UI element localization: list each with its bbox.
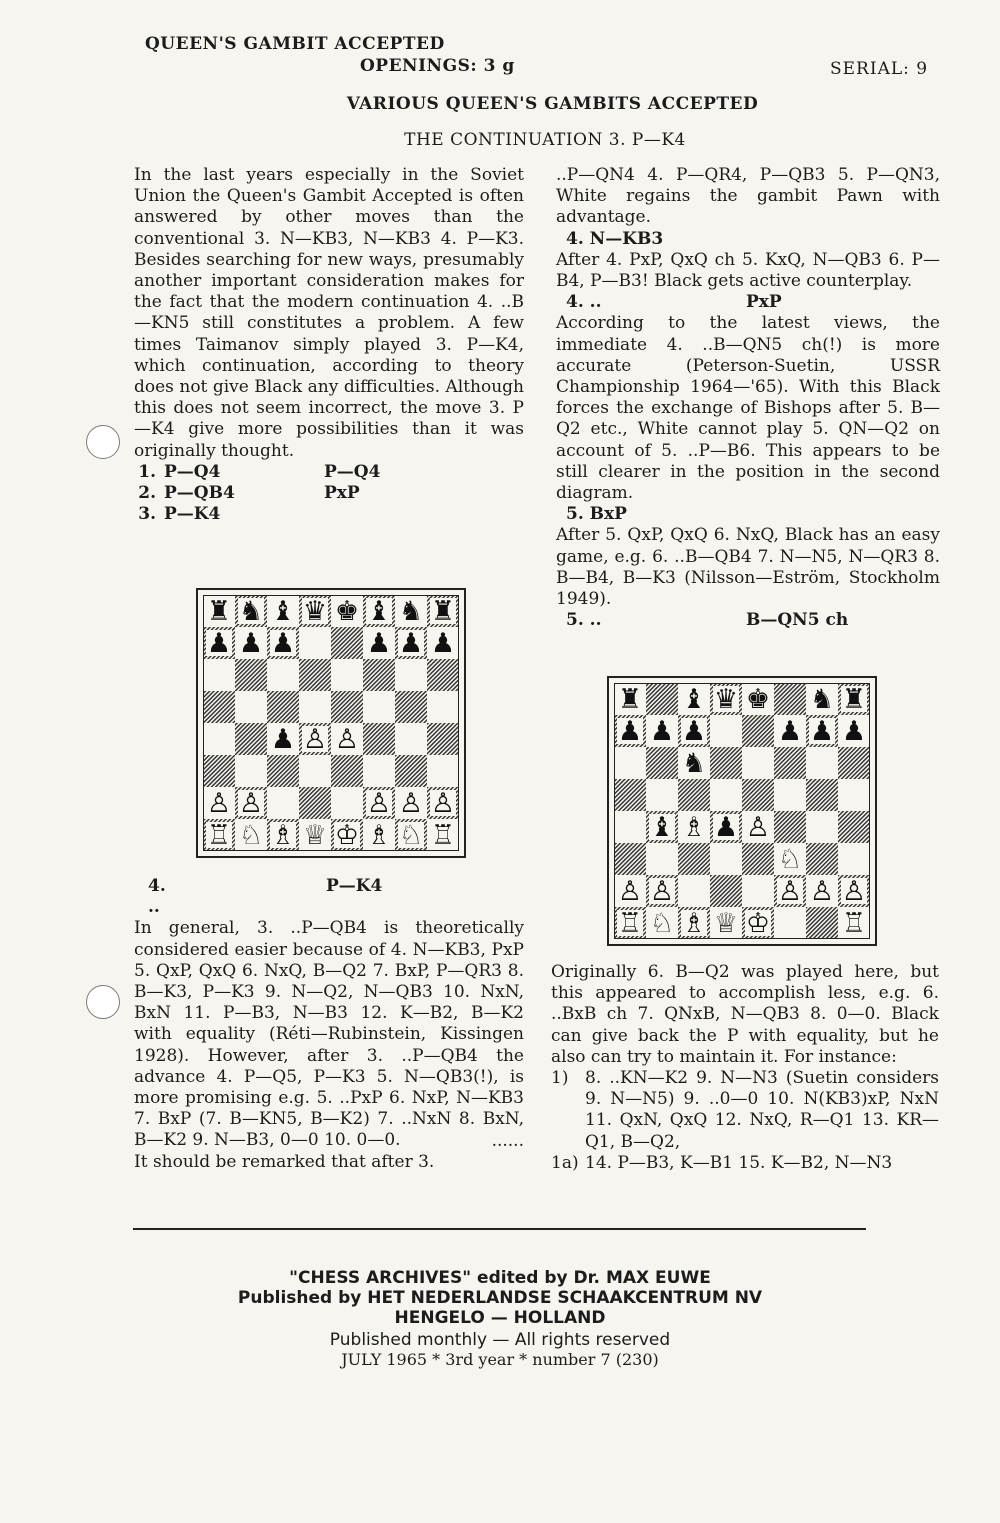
dark-square	[806, 907, 838, 939]
serial-number: SERIAL: 9	[830, 59, 929, 79]
white-queen-icon: ♕	[713, 908, 739, 939]
dark-square	[742, 779, 774, 811]
light-square	[331, 787, 363, 819]
white-rook-icon: ♖	[617, 908, 643, 939]
light-square	[838, 779, 870, 811]
move-row	[556, 292, 940, 313]
analysis-paragraph: In general, 3. ..P—QB4 is theoretically considered easier because of 4. N—KB3, PxP 5. QxP, QxQ 6. NxQ, B—Q2 7. BxP, P—QR3 8. B—K3, P—K3 9. N—Q2, N—QB3 10. NxN, BxN 11. P—B3, N—B3 12. K—B2, B—K2 with equality (Réti—Rubinstein, Kissingen 1928). However, after 3. ..P—QB4 the advance 4. P—Q5, P—K3 5. N—QB3(!), is more promising e.g. 5. ..PxP 6. NxP, N—KB3 7. BxP (7. B—KN5, B—K2) 7. ..NxN 8. BxN, B—K2 9. N—B3, 0—0 10. 0—0.	[134, 918, 524, 1151]
white-pawn-icon: ♙	[366, 788, 392, 819]
white-knight-icon: ♘	[649, 908, 675, 939]
opening-name: QUEEN'S GAMBIT ACCEPTED	[145, 34, 445, 54]
light-square	[235, 755, 267, 787]
black-bishop-icon: ♝	[366, 596, 392, 627]
black-pawn-icon: ♟	[809, 716, 835, 747]
openings-code: OPENINGS: 3 g	[360, 56, 515, 76]
black-pawn-icon: ♟	[681, 716, 707, 747]
chess-diagram-1	[196, 588, 466, 858]
move-number: 3.	[138, 504, 156, 525]
move-number: 4. ..	[566, 292, 602, 313]
white-pawn-icon: ♙	[398, 788, 424, 819]
light-square	[806, 747, 838, 779]
analysis-paragraph: It should be remarked that after 3.	[134, 1151, 435, 1172]
dark-square	[363, 659, 395, 691]
white-pawn-icon: ♙	[302, 724, 328, 755]
white-pawn-icon: ♙	[777, 876, 803, 907]
black-knight-icon: ♞	[809, 684, 835, 715]
footer-issue: JULY 1965 * 3rd year * number 7 (230)	[341, 1350, 659, 1369]
black-queen-icon: ♛	[302, 596, 328, 627]
dark-square	[774, 683, 806, 715]
analysis-paragraph: According to the latest views, the immediate 4. ..B—QN5 ch(!) is more accurate (Peterson-Suetin, USSR Championship 1964—'65). With this Black forces the exchange of Bishops after 5. B—Q2 etc., White cannot play 5. QN—Q2 on account of 5. ..P—B6. This appears to be still clearer in the position in the second diagram.	[556, 313, 940, 504]
light-square	[267, 787, 299, 819]
black-pawn-icon: ♟	[270, 628, 296, 659]
move-number: 5. ..	[566, 610, 602, 631]
black-king-icon: ♚	[334, 596, 360, 627]
black-bishop-icon: ♝	[649, 812, 675, 843]
dark-square	[267, 755, 299, 787]
white-pawn-icon: ♙	[238, 788, 264, 819]
white-pawn-icon: ♙	[649, 876, 675, 907]
dark-square	[267, 691, 299, 723]
white-move: P—K4	[164, 504, 221, 525]
dark-square	[299, 787, 331, 819]
black-pawn-icon: ♟	[206, 628, 232, 659]
white-pawn-icon: ♙	[430, 788, 456, 819]
dark-square	[742, 843, 774, 875]
black-pawn-icon: ♟	[366, 628, 392, 659]
white-king-icon: ♔	[745, 908, 771, 939]
dark-square	[774, 811, 806, 843]
dark-square	[646, 747, 678, 779]
white-knight-icon: ♘	[238, 820, 264, 851]
dark-square	[614, 779, 646, 811]
black-move: PxP	[324, 483, 360, 504]
move-heading: 5. BxP	[566, 504, 627, 525]
white-bishop-icon: ♗	[270, 820, 296, 851]
footer-location: HENGELO — HOLLAND	[394, 1308, 606, 1328]
light-square	[299, 755, 331, 787]
move-row	[134, 483, 524, 504]
left-column	[134, 165, 524, 525]
dark-square	[363, 723, 395, 755]
dark-square	[203, 691, 235, 723]
analysis-paragraph: Originally 6. B—Q2 was played here, but this appeared to accomplish less, e.g. 6. ..BxB ch 7. QNxB, N—QB3 8. 0—0. Black can give back the P with equality, but he also can try to maintain it. For instance:	[551, 962, 939, 1067]
variation-label: 1)	[551, 1068, 569, 1089]
dark-square	[203, 755, 235, 787]
binder-hole-bottom	[86, 985, 120, 1019]
black-knight-icon: ♞	[238, 596, 264, 627]
light-square	[742, 747, 774, 779]
light-square	[614, 747, 646, 779]
light-square	[678, 875, 710, 907]
black-pawn-icon: ♟	[777, 716, 803, 747]
light-square	[710, 715, 742, 747]
footer-publisher: Published by HET NEDERLANDSE SCHAAKCENTRUM NV	[237, 1288, 763, 1308]
black-move: P—K4	[326, 876, 383, 896]
variation-text: 8. ..KN—K2 9. N—N3 (Suetin considers 9. N—N5) 9. ..0—0 10. N(KB3)xP, NxN 11. QxN, QxQ 12. NxQ, R—Q1 13. KR—Q1, B—Q2,	[585, 1068, 939, 1152]
white-bishop-icon: ♗	[681, 812, 707, 843]
dark-square	[331, 755, 363, 787]
dark-square	[331, 627, 363, 659]
white-rook-icon: ♖	[841, 908, 867, 939]
light-square	[331, 659, 363, 691]
light-square	[203, 659, 235, 691]
black-move: PxP	[746, 292, 782, 313]
footer-publication: "CHESS ARCHIVES" edited by Dr. MAX EUWE	[289, 1268, 711, 1288]
black-rook-icon: ♜	[430, 596, 456, 627]
white-queen-icon: ♕	[302, 820, 328, 851]
light-square	[299, 691, 331, 723]
white-rook-icon: ♖	[206, 820, 232, 851]
black-pawn-icon: ♟	[430, 628, 456, 659]
continuation-dots: ......	[491, 1130, 524, 1151]
chess-board-1	[203, 595, 459, 851]
move-row	[134, 504, 524, 525]
dark-square	[678, 779, 710, 811]
dark-square	[427, 723, 459, 755]
light-square	[614, 811, 646, 843]
light-square	[774, 779, 806, 811]
page-subtitle: THE CONTINUATION 3. P—K4	[404, 130, 686, 150]
black-knight-icon: ♞	[681, 748, 707, 779]
page-title: VARIOUS QUEEN'S GAMBITS ACCEPTED	[346, 94, 759, 114]
white-pawn-icon: ♙	[809, 876, 835, 907]
dark-square	[331, 691, 363, 723]
light-square	[427, 755, 459, 787]
light-square	[363, 691, 395, 723]
dark-square	[806, 843, 838, 875]
dark-square	[427, 659, 459, 691]
black-queen-icon: ♛	[713, 684, 739, 715]
move-row	[134, 876, 524, 918]
move-heading: 4. N—KB3	[566, 228, 664, 249]
dark-square	[299, 659, 331, 691]
black-pawn-icon: ♟	[398, 628, 424, 659]
dark-square	[678, 843, 710, 875]
black-pawn-icon: ♟	[713, 812, 739, 843]
white-pawn-icon: ♙	[206, 788, 232, 819]
intro-paragraph: In the last years especially in the Soviet Union the Queen's Gambit Accepted is often answered by other moves than the conventional 3. N—KB3, N—KB3 4. P—K3. Besides searching for new ways, presumably another important consideration makes for the fact that the modern continuation 4. ..B—KN5 still constitutes a problem. A few times Taimanov simply played 3. P—K4, which continuation, according to theory does not give Black any difficulties. Although this does not seem incorrect, the move 3. P—K4 give more possibilities than it was originally thought.	[134, 165, 524, 461]
light-square	[774, 907, 806, 939]
variation-item	[551, 1068, 939, 1153]
left-column-lower	[134, 876, 524, 1173]
black-pawn-icon: ♟	[617, 716, 643, 747]
dark-square	[614, 843, 646, 875]
chess-board-2	[614, 683, 870, 939]
light-square	[395, 659, 427, 691]
black-pawn-icon: ♟	[649, 716, 675, 747]
white-knight-icon: ♘	[777, 844, 803, 875]
white-knight-icon: ♘	[398, 820, 424, 851]
dark-square	[774, 747, 806, 779]
chess-diagram-2	[607, 676, 877, 946]
black-pawn-icon: ♟	[841, 716, 867, 747]
dark-square	[838, 747, 870, 779]
analysis-paragraph: After 4. PxP, QxQ ch 5. KxQ, N—QB3 6. P—B4, P—B3! Black gets active counterplay.	[556, 249, 940, 292]
black-rook-icon: ♜	[206, 596, 232, 627]
light-square	[203, 723, 235, 755]
light-square	[235, 691, 267, 723]
light-square	[838, 843, 870, 875]
footer-divider	[133, 1228, 866, 1230]
dark-square	[710, 875, 742, 907]
black-king-icon: ♚	[745, 684, 771, 715]
dark-square	[395, 691, 427, 723]
light-square	[363, 755, 395, 787]
light-square	[646, 843, 678, 875]
black-knight-icon: ♞	[398, 596, 424, 627]
right-column	[556, 165, 940, 631]
light-square	[299, 627, 331, 659]
dark-square	[235, 723, 267, 755]
light-square	[267, 659, 299, 691]
dark-square	[646, 683, 678, 715]
white-move: P—Q4	[164, 461, 221, 482]
white-bishop-icon: ♗	[366, 820, 392, 851]
move-number: 2.	[138, 483, 156, 504]
black-rook-icon: ♜	[841, 684, 867, 715]
dark-square	[710, 747, 742, 779]
binder-hole-top	[86, 425, 120, 459]
black-bishop-icon: ♝	[270, 596, 296, 627]
move-number: 1.	[138, 461, 156, 482]
light-square	[427, 691, 459, 723]
light-square	[395, 723, 427, 755]
move-number: 4. ..	[148, 876, 166, 918]
black-pawn-icon: ♟	[270, 724, 296, 755]
right-column-lower	[551, 962, 939, 1174]
black-bishop-icon: ♝	[681, 684, 707, 715]
black-pawn-icon: ♟	[238, 628, 264, 659]
variation-text: 14. P—B3, K—B1 15. K—B2, N—N3	[585, 1152, 893, 1173]
white-bishop-icon: ♗	[681, 908, 707, 939]
dark-square	[395, 755, 427, 787]
dark-square	[235, 659, 267, 691]
footer-rights: Published monthly — All rights reserved	[329, 1330, 671, 1350]
variation-item	[551, 1153, 939, 1174]
light-square	[742, 875, 774, 907]
light-square	[806, 811, 838, 843]
white-king-icon: ♔	[334, 820, 360, 851]
white-move: P—QB4	[164, 483, 235, 504]
black-move: P—Q4	[324, 461, 381, 482]
white-pawn-icon: ♙	[334, 724, 360, 755]
light-square	[646, 779, 678, 811]
variation-label: 1a)	[551, 1152, 579, 1173]
dark-square	[806, 779, 838, 811]
white-pawn-icon: ♙	[841, 876, 867, 907]
move-row	[556, 610, 940, 631]
black-rook-icon: ♜	[617, 684, 643, 715]
light-square	[710, 843, 742, 875]
dark-square	[838, 811, 870, 843]
analysis-paragraph: After 5. QxP, QxQ 6. NxQ, Black has an easy game, e.g. 6. ..B—QB4 7. N—N5, N—QR3 8. B—B4, B—K3 (Nilsson—Eström, Stockholm 1949).	[556, 525, 940, 610]
move-row	[134, 462, 524, 483]
dark-square	[742, 715, 774, 747]
white-pawn-icon: ♙	[745, 812, 771, 843]
black-move: B—QN5 ch	[746, 610, 849, 631]
analysis-paragraph: ..P—QN4 4. P—QR4, P—QB3 5. P—QN3, White regains the gambit Pawn with advantage.	[556, 165, 940, 228]
white-rook-icon: ♖	[430, 820, 456, 851]
white-pawn-icon: ♙	[617, 876, 643, 907]
light-square	[710, 779, 742, 811]
